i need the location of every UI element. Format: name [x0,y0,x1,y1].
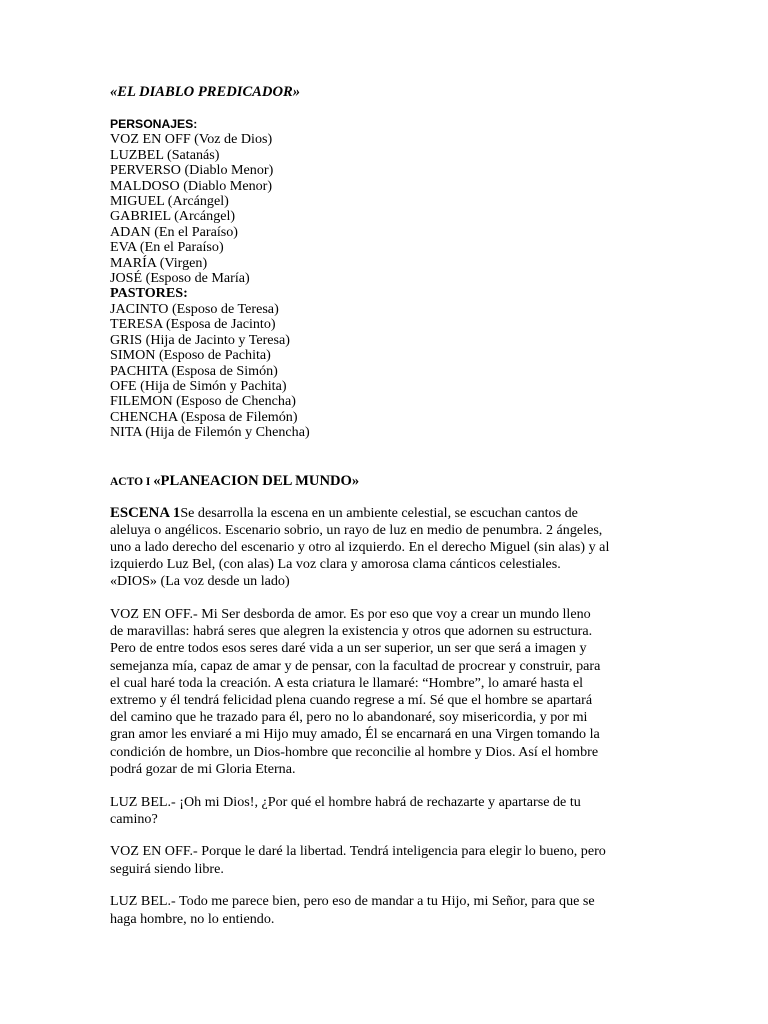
character-item: JOSÉ (Esposo de María) [110,270,250,287]
characters-list [110,132,650,286]
shepherd-item: JACINTO (Esposo de Teresa) [110,300,279,317]
scene-text: Se desarrolla la escena en un ambiente celestial, se escuchan cantos de [180,504,578,521]
document-page [110,83,650,928]
scene-line [110,505,650,522]
dialogue-line: LUZ BEL.- ¡Oh mi Dios!, ¿Por qué el hombre habrá de rechazarte y apartarse de tu [110,793,581,810]
scene-label: ESCENA 1 [110,504,181,521]
play-title: «EL DIABLO PREDICADOR» [110,84,301,100]
dialogue-luz-bel-2 [110,893,650,927]
shepherd-item: TERESA (Esposa de Jacinto) [110,316,276,333]
dialogue-line: VOZ EN OFF.- Mi Ser desborda de amor. Es por eso que voy a crear un mundo lleno [110,606,591,623]
dialogue-line: del camino que he trazado para él, pero no lo abandonaré, soy misericordia, y por mi [110,709,588,726]
act-title: «PLANEACION DEL MUNDO» [153,472,360,489]
dialogue-line: el cual haré toda la creación. A esta criatura le llamaré: “Hombre”, lo amaré hasta el [110,674,584,691]
dialogue-line: podrá gozar de mi Gloria Eterna. [110,760,296,777]
dialogue-line: Pero de entre todos esos seres daré vida a un ser superior, un ser que será a imagen y [110,640,587,657]
shepherd-item: SIMON (Esposo de Pachita) [110,347,271,364]
shepherd-item: NITA (Hija de Filemón y Chencha) [110,424,310,441]
dialogue-line: seguirá siendo libre. [110,860,224,877]
dialogue-voz-en-off-1 [110,606,650,778]
shepherd-item: CHENCHA (Esposa de Filemón) [110,408,298,425]
character-item: MIGUEL (Arcángel) [110,193,229,210]
dialogue-line: LUZ BEL.- Todo me parece bien, pero eso de mandar a tu Hijo, mi Señor, para que se [110,893,595,910]
shepherds-label: PASTORES: [110,285,188,302]
scene-line: izquierdo Luz Bel, (con alas) La voz clara y amorosa clama cánticos celestiales. [110,556,561,573]
shepherd-item: PACHITA (Esposa de Simón) [110,362,278,379]
character-item: MARÍA (Virgen) [110,254,208,271]
dialogue-luz-bel-1 [110,794,650,828]
character-item: ADAN (En el Paraíso) [110,223,238,240]
act-heading [110,472,650,491]
dialogue-line: condición de hombre, un Dios-hombre que reconcilie al hombre y Dios. Así el hombre [110,743,599,760]
dialogue-line: haga hombre, no lo entiendo. [110,910,275,927]
scene-line: uno a lado derecho del escenario y otro al izquierdo. En el derecho Miguel (sin alas) y al [110,538,610,555]
scene-line: «DIOS» (La voz desde un lado) [110,573,290,590]
character-item: PERVERSO (Diablo Menor) [110,162,274,179]
character-item: LUZBEL (Satanás) [110,146,220,163]
act-number: ACTO I [110,475,154,488]
shepherd-item: FILEMON (Esposo de Chencha) [110,393,296,410]
shepherd-item: GRIS (Hija de Jacinto y Teresa) [110,331,290,348]
dialogue-line: extremo y él tendrá felicidad plena cuando regrese a mí. Sé que el hombre se apartará [110,692,593,709]
character-item: VOZ EN OFF (Voz de Dios) [110,131,273,148]
scene-line: aleluya o angélicos. Escenario sobrio, un rayo de luz en medio de penumbra. 2 ángeles, [110,521,603,538]
dialogue-line: de maravillas: habrá seres que alegren la existencia y otros que adornen su estructura. [110,623,593,640]
characters-label: PERSONAJES: [110,117,198,131]
dialogue-line: semejanza mía, capaz de amar y de pensar, con la facultad de procrear y construir, para [110,657,601,674]
shepherd-item: OFE (Hija de Simón y Pachita) [110,377,287,394]
character-item: MALDOSO (Diablo Menor) [110,177,273,194]
shepherds-list [110,302,650,441]
character-item: GABRIEL (Arcángel) [110,208,236,225]
character-item: EVA (En el Paraíso) [110,239,224,256]
dialogue-line: VOZ EN OFF.- Porque le daré la libertad. Tendrá inteligencia para elegir lo bueno, pero [110,843,606,860]
dialogue-line: gran amor les enviaré a mi Hijo muy amado, Él se encarnará en una Virgen tomando la [110,726,600,743]
dialogue-line: camino? [110,810,158,827]
scene-description [110,505,650,591]
dialogue-voz-en-off-2 [110,843,650,877]
